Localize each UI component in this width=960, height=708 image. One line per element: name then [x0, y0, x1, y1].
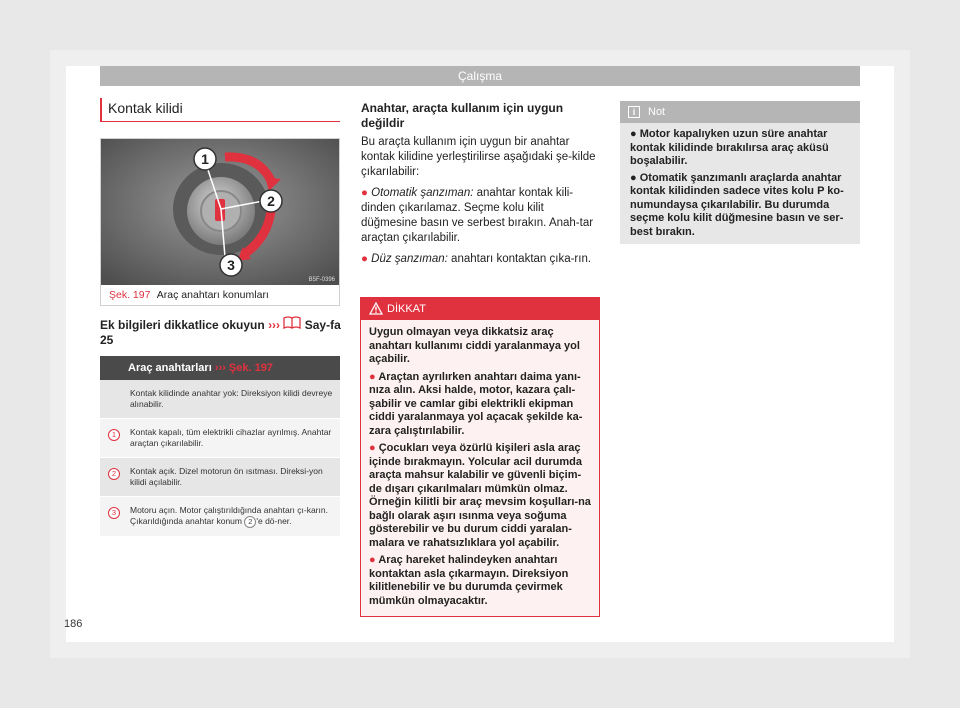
- warning-triangle-icon: [369, 302, 383, 315]
- note-body: [620, 123, 860, 247]
- bullet-icon: ●: [361, 187, 368, 199]
- figure-code: B5F-0396: [308, 277, 335, 283]
- callout-3: [220, 254, 242, 276]
- bullet-icon: ●: [369, 554, 376, 566]
- intro-text: Bu araçta kullanım için uygun bir anahtar kontak kilidine yerleştirilirse aşağıdaki şe-kilde çıkarılabilir:: [361, 136, 596, 178]
- page-number: 186: [64, 618, 83, 630]
- table-header: Araç anahtarları ››› Şek. 197: [100, 356, 340, 380]
- note-title: Not: [648, 106, 666, 118]
- row-text: Kontak kilidinde anahtar yok: Direksiyon kilidi devreye alınabilir.: [130, 388, 333, 409]
- row-number-badge: 3: [108, 507, 120, 519]
- warning-title: DİKKAT: [387, 303, 426, 315]
- table-row: [100, 380, 340, 419]
- callout-2: [260, 190, 282, 212]
- ignition-illustration: [101, 139, 339, 285]
- list-item: ● Araçtan ayrılırken anahtarı daima yanı-nıza alın. Aksi halde, motor, kazara çalı-şabilir ve camlar gibi elektrikli ekipman ciddi yaralanmaya yol açacak şekilde ka-zara çalıştırılabilir.: [369, 370, 583, 437]
- table-row: [100, 458, 340, 497]
- list-item: ● Düz şanzıman: anahtarı kontaktan çıka-rın.: [361, 253, 592, 265]
- bullet-icon: ●: [630, 171, 637, 184]
- figure-caption-text: Araç anahtarı konumları: [156, 289, 269, 301]
- info-icon: i: [628, 106, 640, 118]
- row-number: [100, 380, 128, 418]
- bullet-icon: ●: [369, 370, 376, 383]
- ignition-photo: [101, 139, 339, 285]
- svg-text:1: 1: [201, 151, 209, 167]
- warning-intro: Uygun olmayan veya dikkatsiz araç anahtarı kullanımı ciddi yaralanmaya yol açabilir.: [369, 326, 580, 365]
- chapter-title: Çalışma: [457, 69, 502, 83]
- bullet-icon: ●: [369, 442, 376, 454]
- figure: [100, 138, 340, 306]
- list-item: ● Otomatik şanzıman: anahtar kontak kili-dinden çıkarılamaz. Seçme kolu kilit düğmesine basın ve serbest bırakın. Anah-tar araçtan çıkarılabilir.: [361, 187, 594, 244]
- bullet-icon: ●: [361, 253, 368, 265]
- callout-1: [194, 148, 216, 170]
- list-item: ● Motor kapalıyken uzun süre anahtar kontak kilidinde bırakılırsa araç aküsü boşalabilir.: [630, 128, 829, 167]
- row-number-badge: 2: [108, 468, 120, 480]
- section-title: Kontak kilidi: [100, 98, 340, 122]
- figure-ref[interactable]: Şek. 197: [109, 289, 151, 301]
- row-text: Motoru açın. Motor çalıştırıldığında anahtarı çı-karın. Çıkarıldığında anahtar konum 2 'e dö-ner.: [130, 505, 328, 526]
- svg-text:3: 3: [227, 257, 235, 273]
- section-heading: Anahtar, araçta kullanım için uygun değildir: [361, 101, 564, 130]
- bullet-icon: ●: [630, 128, 637, 140]
- table-row: [100, 419, 340, 458]
- inline-position-badge: 2: [244, 516, 256, 528]
- chevron-icon: ›››: [214, 362, 226, 374]
- list-item: ● Otomatik şanzımanlı araçlarda anahtar kontak kilidinden sadece vites kolu P ko-numundaysa çıkarılabilir. Bu durumda seçme kolu kilit düğmesine basın ve ser-best bırakın.: [630, 171, 844, 238]
- unsuitable-key-section: [361, 101, 601, 273]
- note-header: [620, 101, 860, 123]
- warning-box: [360, 297, 600, 617]
- table-row: [100, 497, 340, 537]
- warning-header: [361, 298, 599, 320]
- row-text: Kontak açık. Dizel motorun ön ısıtması. Direksi-yon kilidi açılabilir.: [130, 466, 323, 487]
- figure-caption: [109, 289, 269, 301]
- list-item: ● Araç hareket halindeyken anahtarı kontaktan asla çıkarmayın. Direksiyon kilitlenebilir ve bu durumda çevirmek mümkün olmayacaktır.: [369, 554, 569, 607]
- chapter-header: [100, 66, 860, 86]
- warning-body: [361, 320, 599, 618]
- list-item: ● Çocukları veya özürlü kişileri asla araç içinde bırakmayın. Yolcular acil durumda araçta mahsur kalabilir ve güvenli biçim-de dışarı çıkarılmaları mümkün olmaz. Örneğin kilitli bir araç mevsim koşulları-na bağlı olarak aşırı ısınma veya soğuma gösterebilir ve bu durum ciddi yaralan-malara ve rahatsızlıklara yol açabilir.: [369, 442, 591, 549]
- row-number-badge: 1: [108, 429, 120, 441]
- page-link[interactable]: Say-fa 25: [100, 318, 341, 347]
- book-icon: [283, 318, 304, 332]
- svg-text:2: 2: [267, 193, 275, 209]
- chevron-icon: ›››: [268, 318, 281, 332]
- key-positions-table: [100, 356, 340, 537]
- row-text: Kontak kapalı, tüm elektrikli cihazlar ayrılmış. Anahtar araçtan çıkarılabilir.: [130, 427, 332, 448]
- note-box: [620, 101, 860, 244]
- table-figure-ref[interactable]: Şek. 197: [228, 362, 273, 374]
- additional-info-text: Ek bilgileri dikkatlice okuyun: [100, 318, 265, 332]
- additional-info: [100, 316, 345, 348]
